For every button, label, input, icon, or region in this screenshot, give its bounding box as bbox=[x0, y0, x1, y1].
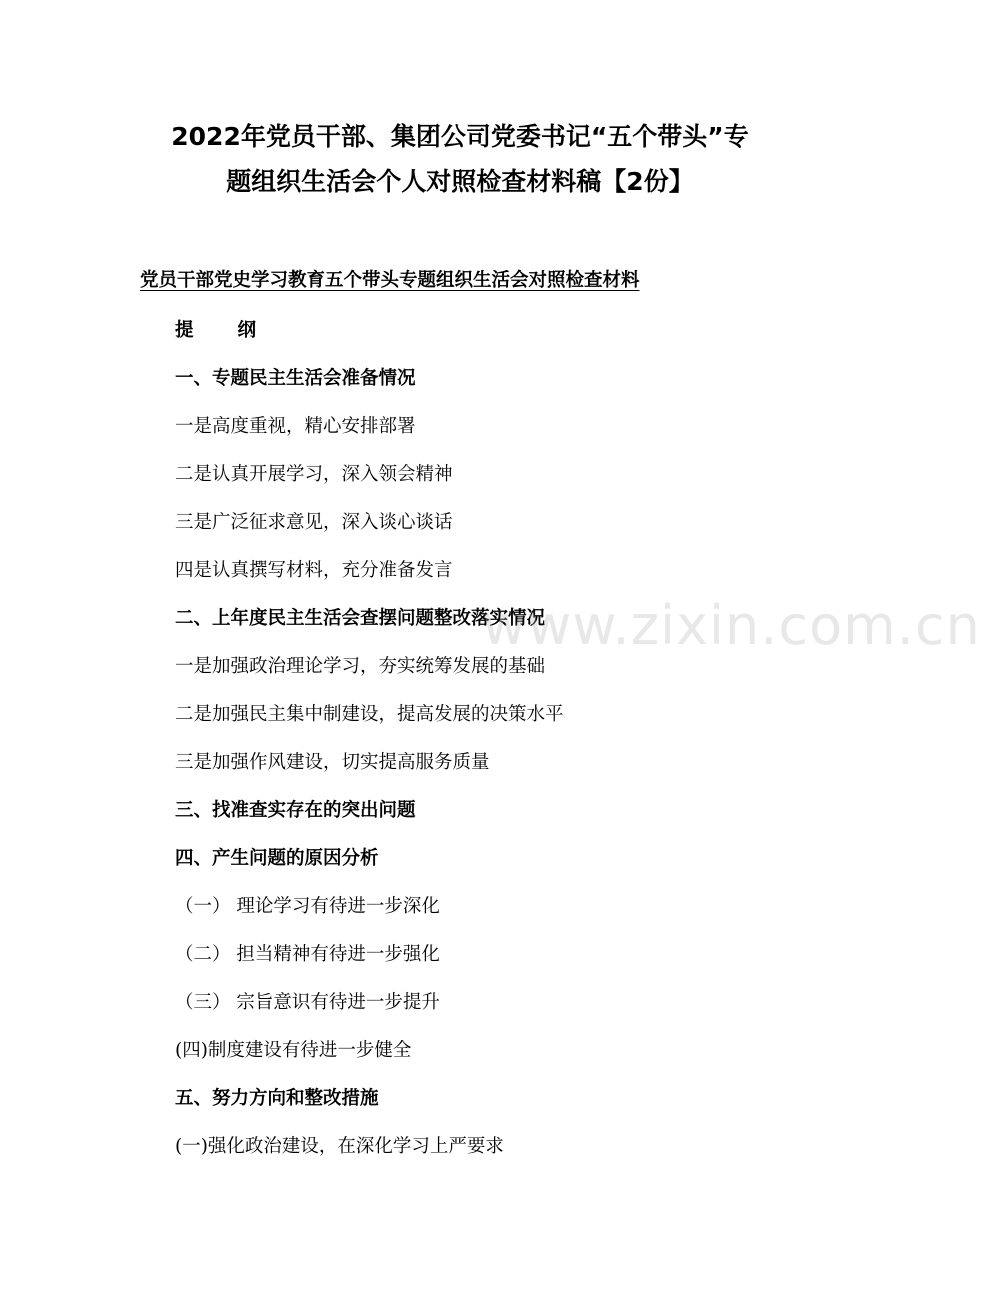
outline-item: 一是加强政治理论学习，夯实统筹发展的基础 bbox=[175, 656, 546, 677]
section-heading-3: 三、找准查实存在的突出问题 bbox=[175, 800, 416, 821]
document-subtitle: 党员干部党史学习教育五个带头专题组织生活会对照检查材料 bbox=[140, 270, 640, 291]
outline-item: 三是广泛征求意见，深入谈心谈话 bbox=[175, 512, 453, 533]
outline-item: 一是高度重视，精心安排部署 bbox=[175, 416, 416, 437]
outline-item: 四是认真撰写材料，充分准备发言 bbox=[175, 560, 453, 581]
outline-heading: 提纲 bbox=[175, 320, 301, 341]
watermark-text: www.zixin.com.cn bbox=[482, 594, 981, 657]
outline-item: （一） 理论学习有待进一步深化 bbox=[175, 896, 440, 917]
section-heading-4: 四、产生问题的原因分析 bbox=[175, 848, 379, 869]
section-heading-1: 一、专题民主生活会准备情况 bbox=[175, 368, 416, 389]
outline-item: (四)制度建设有待进一步健全 bbox=[175, 1040, 412, 1061]
outline-item: （三） 宗旨意识有待进一步提升 bbox=[175, 992, 440, 1013]
section-heading-5: 五、努力方向和整改措施 bbox=[175, 1088, 379, 1109]
outline-item: 三是加强作风建设，切实提高服务质量 bbox=[175, 752, 490, 773]
outline-item: （二） 担当精神有待进一步强化 bbox=[175, 944, 440, 965]
document-title-line-2: 题组织生活会个人对照检查材料稿【2份】 bbox=[226, 167, 694, 196]
section-heading-2: 二、上年度民主生活会查摆问题整改落实情况 bbox=[175, 608, 546, 629]
document-title-line-1: 2022年党员干部、集团公司党委书记“五个带头”专 bbox=[171, 122, 749, 151]
outline-item: 二是加强民主集中制建设，提高发展的决策水平 bbox=[175, 704, 564, 725]
outline-item: (一)强化政治建设，在深化学习上严要求 bbox=[175, 1136, 504, 1157]
outline-item: 二是认真开展学习，深入领会精神 bbox=[175, 464, 453, 485]
